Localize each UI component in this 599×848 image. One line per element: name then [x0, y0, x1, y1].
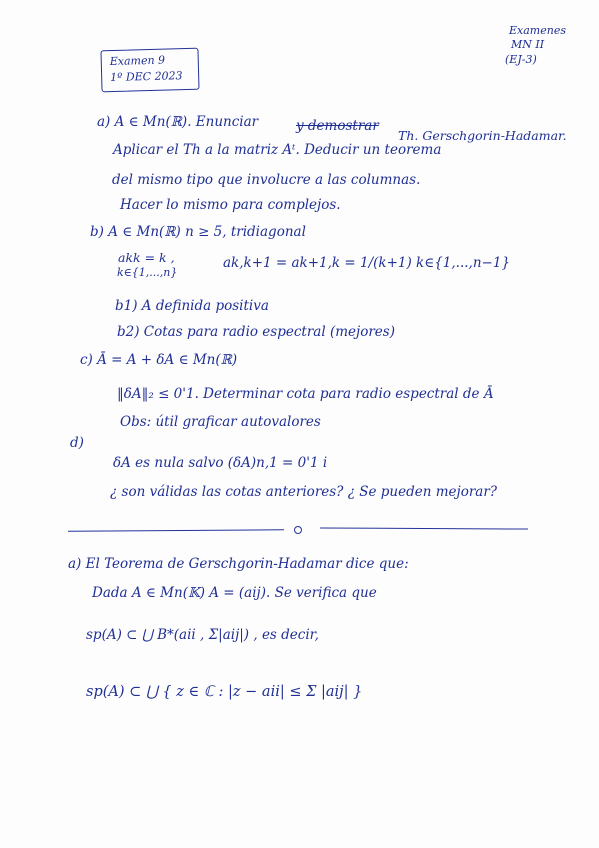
part-d-label: d) — [70, 435, 84, 451]
answer-formula-2: sp(A) ⊂ ⋃ { z ∈ ℂ : |z − aii| ≤ Σ |aij| } — [86, 684, 363, 700]
exam-date: 1º DEC 2023 — [110, 69, 183, 85]
part-d-line-1: δA es nula salvo (δA)n,1 = 0'1 i — [113, 455, 328, 471]
part-a-line-4: Hacer lo mismo para complejos. — [120, 197, 341, 213]
part-a-line-1: a) A ∈ Mn(ℝ). Enunciar — [97, 114, 259, 130]
separator-circle — [294, 526, 302, 534]
part-b-index-range: k∈{1,...,n} — [117, 266, 178, 279]
part-b-offdiagonal: ak,k+1 = ak+1,k = 1/(k+1) k∈{1,...,n−1} — [223, 255, 511, 271]
part-d-line-2: ¿ son válidas las cotas anteriores? ¿ Se pueden mejorar? — [110, 484, 498, 500]
exam-number: Examen 9 — [109, 53, 166, 69]
part-a-line-2: Aplicar el Th a la matriz Aᵗ. Deducir un teorema — [113, 142, 442, 158]
separator-left — [68, 529, 284, 532]
course-label-1: Examenes — [509, 24, 566, 37]
course-label-2: MN II — [511, 38, 545, 51]
answer-given: Dada A ∈ Mn(𝕂) A = (aij). Se verifica que — [92, 585, 377, 601]
course-label-3: (EJ-3) — [505, 53, 537, 66]
separator-right — [320, 527, 528, 529]
part-b-diagonal: akk = k , — [118, 250, 175, 265]
exam-date-box — [100, 48, 199, 93]
part-b2: b2) Cotas para radio espectral (mejores) — [117, 324, 395, 340]
part-b1: b1) A definida positiva — [115, 298, 269, 314]
part-a-struck-text: y demostrar — [296, 118, 379, 134]
answer-intro: a) El Teorema de Gerschgorin-Hadamar dice que: — [68, 556, 409, 572]
part-b-line-1: b) A ∈ Mn(ℝ) n ≥ 5, tridiagonal — [90, 224, 306, 240]
part-c-line-2: ‖δA‖₂ ≤ 0'1. Determinar cota para radio espectral de Ā — [117, 386, 494, 402]
part-a-line-3: del mismo tipo que involucre a las columnas. — [112, 172, 421, 188]
part-c-obs: Obs: útil graficar autovalores — [120, 414, 321, 430]
answer-formula-1: sp(A) ⊂ ⋃ B*(aii , Σ|aij|) , es decir, — [86, 627, 319, 643]
part-a-theorem-name: Th. Gerschgorin-Hadamar. — [398, 128, 567, 143]
part-c-line-1: c) Ā = A + δA ∈ Mn(ℝ) — [80, 352, 238, 368]
